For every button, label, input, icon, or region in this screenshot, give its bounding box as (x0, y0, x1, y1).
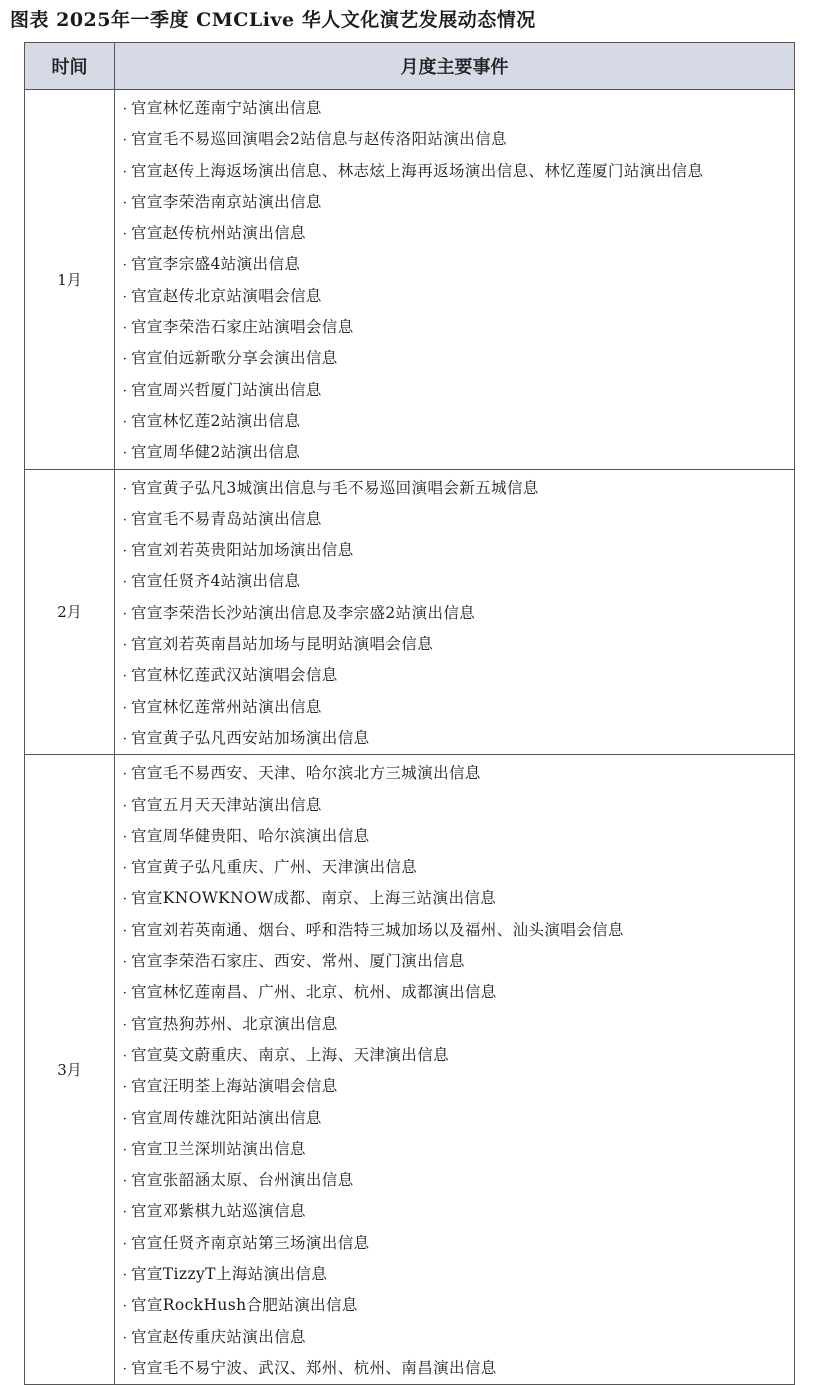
event-item (119, 156, 794, 187)
event-item (119, 312, 794, 343)
bullet-icon: · (122, 1205, 128, 1221)
bullet-icon: · (122, 1236, 128, 1252)
event-item (119, 1322, 794, 1353)
event-list (115, 470, 794, 755)
event-item (119, 852, 794, 883)
event-item (119, 1228, 794, 1259)
event-text: 官宣刘若英南通、烟台、呼和浩特三城加场以及福州、汕头演唱会信息 (131, 920, 624, 939)
event-item (119, 1071, 794, 1102)
event-item (119, 218, 794, 249)
event-text: 官宣李荣浩长沙站演出信息及李宗盛2站演出信息 (131, 603, 476, 622)
event-text: 官宣毛不易巡回演唱会2站信息与赵传洛阳站演出信息 (131, 130, 507, 149)
bullet-icon: · (122, 1142, 128, 1158)
event-text: 官宣黄子弘凡3城演出信息与毛不易巡回演唱会新五城信息 (131, 478, 539, 497)
event-text: 官宣赵传上海返场演出信息、林志炫上海再返场演出信息、林忆莲厦门站演出信息 (131, 161, 704, 180)
bullet-icon: · (122, 892, 128, 908)
event-item (119, 915, 794, 946)
event-text: 官宣赵传杭州站演出信息 (131, 224, 306, 243)
event-item (119, 1290, 794, 1321)
event-text: 官宣林忆莲常州站演出信息 (131, 697, 322, 716)
event-text: 官宣五月天天津站演出信息 (131, 795, 322, 814)
event-list (115, 755, 794, 1384)
bullet-icon: · (122, 575, 128, 591)
bullet-icon: · (122, 544, 128, 560)
bullet-icon: · (122, 133, 128, 149)
event-item (119, 883, 794, 914)
header-time: 时间 (25, 43, 115, 90)
month-label: 2月 (25, 469, 115, 755)
event-text: 官宣林忆莲2站演出信息 (131, 411, 301, 430)
bullet-icon: · (122, 414, 128, 430)
event-list (115, 90, 794, 469)
bullet-icon: · (122, 1111, 128, 1127)
event-item (119, 187, 794, 218)
event-text: 官宣任贤齐南京站第三场演出信息 (131, 1233, 370, 1252)
event-text: 官宣张韶涵太原、台州演出信息 (131, 1171, 354, 1190)
event-text: 官宣刘若英贵阳站加场演出信息 (131, 541, 354, 560)
bullet-icon: · (122, 1361, 128, 1377)
event-item (119, 343, 794, 374)
event-item (119, 473, 794, 504)
event-item (119, 1009, 794, 1040)
bullet-icon: · (122, 1330, 128, 1346)
bullet-icon: · (122, 767, 128, 783)
event-item (119, 375, 794, 406)
event-item (119, 93, 794, 124)
event-text: 官宣周传雄沈阳站演出信息 (131, 1108, 322, 1127)
event-item (119, 1353, 794, 1384)
bullet-icon: · (122, 829, 128, 845)
event-text: 官宣毛不易宁波、武汉、郑州、杭州、南昌演出信息 (131, 1358, 497, 1377)
event-item (119, 629, 794, 660)
event-item (119, 1103, 794, 1134)
bullet-icon: · (122, 1048, 128, 1064)
event-text: 官宣莫文蔚重庆、南京、上海、天津演出信息 (131, 1045, 450, 1064)
event-item (119, 566, 794, 597)
bullet-icon: · (122, 606, 128, 622)
event-text: 官宣李荣浩石家庄、西安、常州、厦门演出信息 (131, 952, 465, 971)
event-text: 官宣周华健2站演出信息 (131, 443, 301, 462)
month-events-cell (115, 755, 795, 1385)
event-item (119, 977, 794, 1008)
bullet-icon: · (122, 1017, 128, 1033)
event-text: 官宣伯远新歌分享会演出信息 (131, 349, 338, 368)
event-item (119, 758, 794, 789)
event-item (119, 1134, 794, 1165)
event-text: 官宣李荣浩石家庄站演唱会信息 (131, 318, 354, 337)
event-item (119, 1259, 794, 1290)
event-text: 官宣林忆莲南昌、广州、北京、杭州、成都演出信息 (131, 983, 497, 1002)
bullet-icon: · (122, 731, 128, 747)
event-item (119, 406, 794, 437)
event-item (119, 1165, 794, 1196)
event-text: 官宣邓紫棋九站巡演信息 (131, 1202, 306, 1221)
event-item (119, 1196, 794, 1227)
event-text: 官宣TizzyT上海站演出信息 (131, 1264, 328, 1283)
event-item (119, 124, 794, 155)
event-text: 官宣汪明荃上海站演唱会信息 (131, 1077, 338, 1096)
event-text: 官宣毛不易西安、天津、哈尔滨北方三城演出信息 (131, 764, 481, 783)
bullet-icon: · (122, 481, 128, 497)
bullet-icon: · (122, 258, 128, 274)
bullet-icon: · (122, 986, 128, 1002)
event-text: 官宣黄子弘凡重庆、广州、天津演出信息 (131, 858, 418, 877)
bullet-icon: · (122, 289, 128, 305)
bullet-icon: · (122, 798, 128, 814)
event-text: 官宣刘若英南昌站加场与昆明站演唱会信息 (131, 635, 434, 654)
bullet-icon: · (122, 1174, 128, 1190)
event-text: 官宣周兴哲厦门站演出信息 (131, 380, 322, 399)
bullet-icon: · (122, 321, 128, 337)
month-row (25, 90, 795, 470)
month-events-cell (115, 90, 795, 470)
header-row (25, 43, 795, 90)
event-text: 官宣热狗苏州、北京演出信息 (131, 1014, 338, 1033)
events-table (24, 42, 795, 1385)
bullet-icon: · (122, 164, 128, 180)
bullet-icon: · (122, 352, 128, 368)
event-item (119, 723, 794, 754)
event-text: 官宣毛不易青岛站演出信息 (131, 509, 322, 528)
event-text: 官宣任贤齐4站演出信息 (131, 572, 301, 591)
bullet-icon: · (122, 861, 128, 877)
month-row (25, 469, 795, 755)
month-row (25, 755, 795, 1385)
event-item (119, 660, 794, 691)
event-item (119, 535, 794, 566)
event-item (119, 249, 794, 280)
bullet-icon: · (122, 512, 128, 528)
event-text: 官宣RockHush合肥站演出信息 (131, 1296, 358, 1315)
bullet-icon: · (122, 446, 128, 462)
event-text: 官宣林忆莲南宁站演出信息 (131, 99, 322, 117)
table-body (25, 90, 795, 1385)
figure-title: 图表 2025年一季度 CMCLive 华人文化演艺发展动态情况 (10, 9, 536, 31)
bullet-icon: · (122, 923, 128, 939)
month-label: 3月 (25, 755, 115, 1385)
bullet-icon: · (122, 700, 128, 716)
bullet-icon: · (122, 227, 128, 243)
event-text: 官宣黄子弘凡西安站加场演出信息 (131, 728, 370, 747)
event-text: 官宣周华健贵阳、哈尔滨演出信息 (131, 826, 370, 845)
event-item (119, 598, 794, 629)
month-label: 1月 (25, 90, 115, 470)
bullet-icon: · (122, 195, 128, 211)
month-events-cell (115, 469, 795, 755)
bullet-icon: · (122, 383, 128, 399)
event-text: 官宣赵传重庆站演出信息 (131, 1327, 306, 1346)
event-item (119, 821, 794, 852)
event-text: 官宣林忆莲武汉站演唱会信息 (131, 666, 338, 685)
event-text: 官宣卫兰深圳站演出信息 (131, 1139, 306, 1158)
bullet-icon: · (122, 1267, 128, 1283)
bullet-icon: · (122, 1299, 128, 1315)
event-item (119, 504, 794, 535)
event-item (119, 437, 794, 468)
bullet-icon: · (122, 1080, 128, 1096)
event-text: 官宣李荣浩南京站演出信息 (131, 192, 322, 211)
event-item (119, 790, 794, 821)
event-text: 官宣李宗盛4站演出信息 (131, 255, 301, 274)
event-text: 官宣KNOWKNOW成都、南京、上海三站演出信息 (131, 889, 497, 908)
bullet-icon: · (122, 638, 128, 654)
event-item (119, 692, 794, 723)
bullet-icon: · (122, 102, 128, 117)
bullet-icon: · (122, 669, 128, 685)
event-text: 官宣赵传北京站演唱会信息 (131, 286, 322, 305)
bullet-icon: · (122, 955, 128, 971)
event-item (119, 1040, 794, 1071)
header-events: 月度主要事件 (115, 43, 795, 90)
event-item (119, 281, 794, 312)
event-item (119, 946, 794, 977)
